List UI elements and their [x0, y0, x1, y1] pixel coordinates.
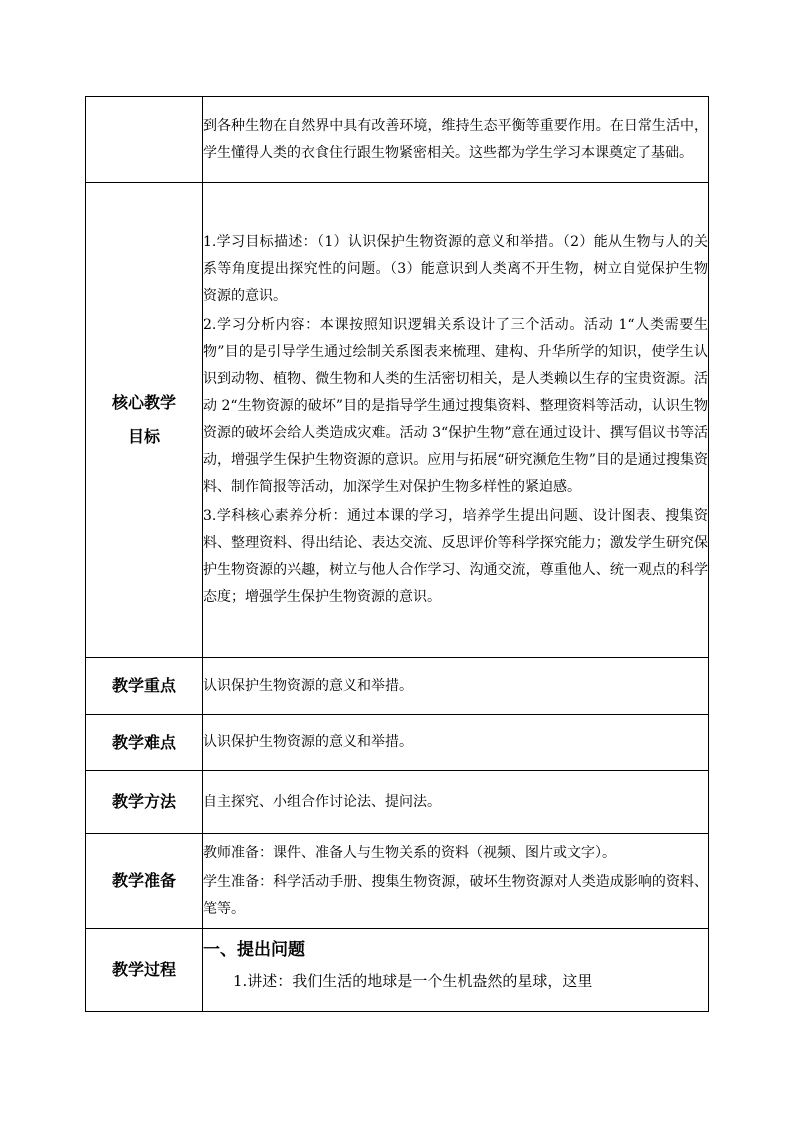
process-line-1: 1.讲述：我们生活的地球是一个生机盎然的星球，这里	[233, 972, 593, 990]
preparation-label: 教学准备	[86, 834, 203, 929]
preparation-row	[86, 834, 709, 929]
key-points-text: 认识保护生物资源的意义和举措。	[203, 658, 709, 715]
difficulties-label: 教学难点	[86, 715, 203, 771]
intro-text: 到各种生物在自然界中具有改善环境，维持生态平衡等重要作用。在日常生活中，学生懂得人类的衣食住行跟生物紧密相关。这些都为学生学习本课奠定了基础。	[203, 117, 708, 161]
lesson-plan-table	[85, 96, 709, 1012]
objectives-content-cell	[203, 183, 709, 658]
objectives-label-line1: 核心教学	[111, 393, 176, 412]
key-points-row	[86, 658, 709, 715]
objectives-label-cell	[86, 183, 203, 658]
objectives-paragraph-3: 3.学科核心素养分析：通过本课的学习，培养学生提出问题、设计图表、搜集资料、整理资料、得出结论、表达交流、反思评价等科学探究能力；激发学生研究保护生物资源的兴趣，树立与他人合作学习、沟通交流，尊重他人、统一观点的科学态度；增强学生保护生物资源的意识。	[203, 508, 708, 605]
process-row	[86, 929, 709, 1012]
objectives-label-line2: 目标	[127, 427, 160, 446]
key-points-label: 教学重点	[86, 658, 203, 715]
objectives-row	[86, 183, 709, 658]
objectives-paragraph-2: 2.学习分析内容：本课按照知识逻辑关系设计了三个活动。活动 1“人类需要生物”目的是引导学生通过绘制关系图表来梳理、建构、升华所学的知识，使学生认识到动物、植物、微生物和人类的生活密切相关，是人类赖以生存的宝贵资源。活动 2“生物资源的破坏”目的是指导学生通过搜集资料、整理资料等活动，认识生物资源的破坏会给人类造成灾难。活动 3“保护生物”意在通过设计、撰写倡议书等活动，增强学生保护生物资源的意识。应用与拓展“研究濒危生物”目的是通过搜集资料、制作简报等活动，加深学生对保护生物多样性的紧迫感。	[203, 317, 708, 495]
methods-text: 自主探究、小组合作讨论法、提问法。	[203, 771, 709, 834]
process-heading: 一、提出问题	[203, 940, 305, 960]
intro-row	[86, 97, 709, 183]
intro-label-cell	[86, 97, 203, 183]
preparation-content-cell	[203, 834, 709, 929]
methods-row	[86, 771, 709, 834]
intro-content-cell	[203, 97, 709, 183]
preparation-student: 学生准备：科学活动手册、搜集生物资源，破坏生物资源对人类造成影响的资料、笔等。	[203, 873, 708, 917]
difficulties-text: 认识保护生物资源的意义和举措。	[203, 715, 709, 771]
methods-label: 教学方法	[86, 771, 203, 834]
process-content-cell	[203, 929, 709, 1012]
objectives-paragraph-1: 1.学习目标描述：（1）认识保护生物资源的意义和举措。（2）能从生物与人的关系等角度提出探究性的问题。（3）能意识到人类离不开生物，树立自觉保护生物资源的意识。	[203, 234, 708, 304]
difficulties-row	[86, 715, 709, 771]
process-label: 教学过程	[86, 929, 203, 1012]
preparation-teacher: 教师准备：课件、准备人与生物关系的资料（视频、图片或文字）。	[203, 844, 616, 861]
